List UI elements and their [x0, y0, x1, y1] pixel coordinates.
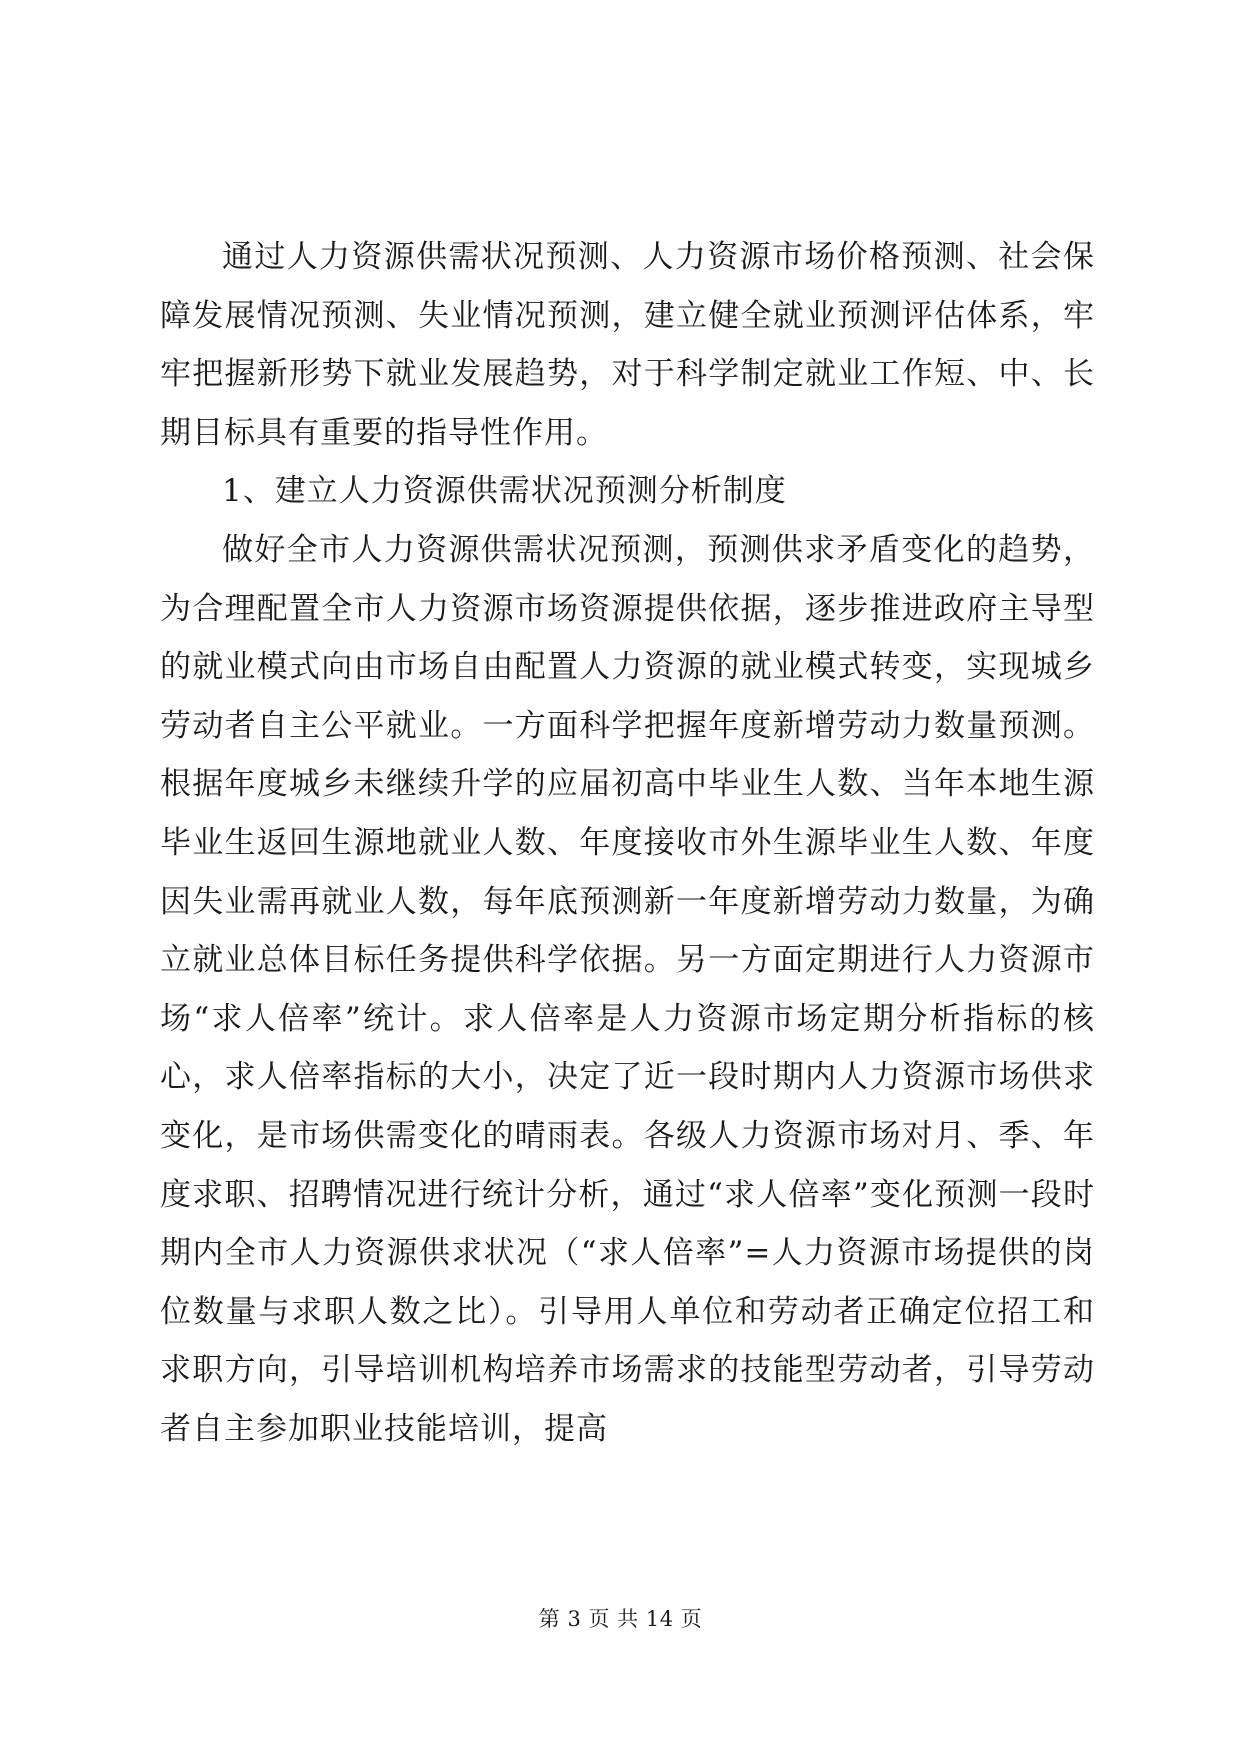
paragraph-intro: 通过人力资源供需状况预测、人力资源市场价格预测、社会保障发展情况预测、失业情况预测，建立健全就业预测评估体系，牢牢把握新形势下就业发展趋势，对于科学制定就业工作短、中、长期目标具有重要的指导性作用。: [160, 239, 1095, 451]
paragraph-body: 做好全市人力资源供需状况预测，预测供求矛盾变化的趋势，为合理配置全市人力资源市场资源提供依据，逐步推进政府主导型的就业模式向由市场自由配置人力资源的就业模式转变，实现城乡劳动者自主公平就业。一方面科学把握年度新增劳动力数量预测。根据年度城乡未继续升学的应届初高中毕业生人数、当年本地生源毕业生返回生源地就业人数、年度接收市外生源毕业生人数、年度因失业需再就业人数，每年底预测新一年度新增劳动力数量，为确立就业总体目标任务提供科学依据。另一方面定期进行人力资源市场“求人倍率”统计。求人倍率是人力资源市场定期分析指标的核心，求人倍率指标的大小，决定了近一段时期内人力资源市场供求变化，是市场供需变化的晴雨表。各级人力资源市场对月、季、年度求职、招聘情况进行统计分析，通过“求人倍率”变化预测一段时期内全市人力资源供求状况（“求人倍率”=人力资源市场提供的岗位数量与求职人数之比）。引导用人单位和劳动者正确定位招工和求职方向，引导培训机构培养市场需求的技能型劳动者，引导劳动者自主参加职业技能培训，提高: [160, 531, 1095, 1447]
body-text: [160, 228, 1095, 1458]
page-footer: 第 3 页 共 14 页: [538, 1607, 703, 1631]
section-heading: 1、建立人力资源供需状况预测分析制度: [222, 473, 787, 510]
